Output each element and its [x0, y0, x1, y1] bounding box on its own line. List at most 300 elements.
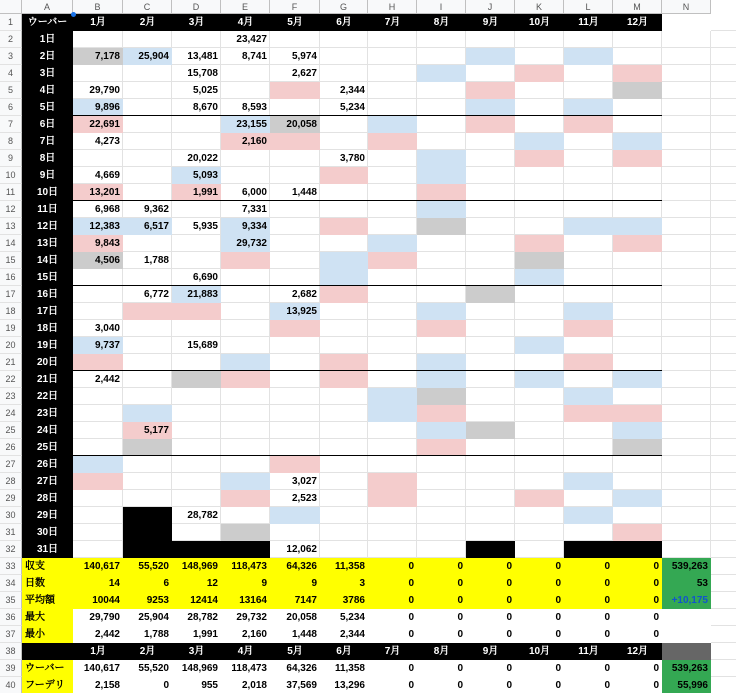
- row-header[interactable]: 4: [0, 65, 22, 82]
- day-cell[interactable]: [172, 303, 221, 320]
- day-cell[interactable]: [368, 48, 417, 65]
- day-cell[interactable]: [123, 82, 172, 99]
- day-cell[interactable]: [417, 82, 466, 99]
- row-header[interactable]: 16: [0, 269, 22, 286]
- day-cell[interactable]: [613, 116, 662, 133]
- summary-cell[interactable]: 7147: [270, 592, 320, 609]
- day-cell[interactable]: 6,772: [143, 288, 169, 300]
- day-cell[interactable]: [564, 133, 613, 150]
- row-header[interactable]: 17: [0, 286, 22, 303]
- day-cell[interactable]: [613, 269, 662, 286]
- summary-cell[interactable]: 0: [564, 626, 613, 643]
- platform-cell[interactable]: 0: [515, 677, 564, 693]
- platform-cell[interactable]: 13,296: [320, 677, 368, 693]
- day-cell[interactable]: [417, 218, 466, 235]
- day-cell[interactable]: [320, 388, 368, 405]
- day-cell[interactable]: 12,062: [286, 543, 317, 555]
- day-cell[interactable]: [564, 82, 613, 99]
- day-cell[interactable]: [417, 320, 466, 337]
- row-header[interactable]: 10: [0, 167, 22, 184]
- summary-cell[interactable]: 3: [320, 575, 368, 592]
- day-cell[interactable]: 4,669: [94, 169, 120, 181]
- day-cell[interactable]: 2,160: [241, 135, 267, 147]
- summary-cell[interactable]: 0: [466, 575, 515, 592]
- day-cell[interactable]: [221, 541, 270, 558]
- day-cell[interactable]: [466, 405, 515, 422]
- summary-cell[interactable]: 140,617: [73, 558, 123, 575]
- row-header[interactable]: 32: [0, 541, 22, 558]
- column-header[interactable]: J: [466, 0, 515, 14]
- summary-cell[interactable]: 0: [368, 575, 417, 592]
- day-cell[interactable]: [466, 235, 515, 252]
- day-cell[interactable]: [123, 31, 172, 48]
- platform-cell[interactable]: 0: [417, 677, 466, 693]
- day-cell[interactable]: [221, 269, 270, 286]
- day-cell[interactable]: [368, 388, 417, 405]
- day-cell[interactable]: [73, 354, 123, 371]
- day-cell[interactable]: [613, 184, 662, 201]
- day-cell[interactable]: [221, 354, 270, 371]
- day-cell[interactable]: [172, 252, 221, 269]
- row-header[interactable]: 22: [0, 371, 22, 388]
- day-cell[interactable]: [515, 354, 564, 371]
- day-cell[interactable]: [466, 82, 515, 99]
- day-cell[interactable]: [320, 252, 368, 269]
- summary-cell[interactable]: 0: [613, 592, 662, 609]
- day-cell[interactable]: [515, 235, 564, 252]
- day-cell[interactable]: [368, 150, 417, 167]
- summary-cell[interactable]: 28,782: [172, 609, 221, 626]
- day-cell[interactable]: [515, 371, 564, 388]
- day-cell[interactable]: [73, 456, 123, 473]
- day-cell[interactable]: [564, 150, 613, 167]
- day-cell[interactable]: [221, 303, 270, 320]
- day-cell[interactable]: [466, 473, 515, 490]
- summary-cell[interactable]: 0: [515, 609, 564, 626]
- day-cell[interactable]: [466, 150, 515, 167]
- day-cell[interactable]: [466, 541, 515, 558]
- day-cell[interactable]: [466, 337, 515, 354]
- day-cell[interactable]: [172, 422, 221, 439]
- day-cell[interactable]: [564, 116, 613, 133]
- summary-cell[interactable]: 53: [662, 575, 711, 592]
- day-cell[interactable]: [466, 456, 515, 473]
- day-cell[interactable]: [466, 320, 515, 337]
- day-cell[interactable]: 6,000: [241, 186, 267, 198]
- day-cell[interactable]: 13,201: [89, 186, 120, 198]
- day-cell[interactable]: [417, 354, 466, 371]
- day-cell[interactable]: 15,708: [187, 67, 218, 79]
- row-header[interactable]: 27: [0, 456, 22, 473]
- day-cell[interactable]: [368, 218, 417, 235]
- platform-cell[interactable]: 0: [466, 677, 515, 693]
- day-cell[interactable]: [564, 269, 613, 286]
- day-cell[interactable]: [417, 48, 466, 65]
- day-cell[interactable]: [466, 65, 515, 82]
- day-cell[interactable]: [123, 473, 172, 490]
- day-cell[interactable]: 6,968: [94, 203, 120, 215]
- day-cell[interactable]: [417, 252, 466, 269]
- column-header[interactable]: D: [172, 0, 221, 14]
- day-cell[interactable]: [320, 320, 368, 337]
- day-cell[interactable]: [466, 422, 515, 439]
- column-header[interactable]: H: [368, 0, 417, 14]
- day-cell[interactable]: [172, 439, 221, 456]
- day-cell[interactable]: [368, 422, 417, 439]
- row-header[interactable]: 24: [0, 405, 22, 422]
- day-cell[interactable]: [515, 524, 564, 541]
- day-cell[interactable]: [221, 337, 270, 354]
- day-cell[interactable]: [417, 473, 466, 490]
- day-cell[interactable]: [515, 133, 564, 150]
- day-cell[interactable]: [417, 456, 466, 473]
- row-header[interactable]: 7: [0, 116, 22, 133]
- day-cell[interactable]: [417, 439, 466, 456]
- summary-cell[interactable]: 9253: [123, 592, 172, 609]
- row-header[interactable]: 18: [0, 303, 22, 320]
- summary-cell[interactable]: 14: [73, 575, 123, 592]
- day-cell[interactable]: [221, 524, 270, 541]
- summary-cell[interactable]: 0: [368, 558, 417, 575]
- day-cell[interactable]: [270, 31, 320, 48]
- day-cell[interactable]: [466, 184, 515, 201]
- day-cell[interactable]: [613, 490, 662, 507]
- day-cell[interactable]: [564, 65, 613, 82]
- row-header[interactable]: 25: [0, 422, 22, 439]
- row-header[interactable]: 36: [0, 609, 22, 626]
- platform-cell[interactable]: 0: [613, 660, 662, 677]
- day-cell[interactable]: [123, 456, 172, 473]
- day-cell[interactable]: [564, 167, 613, 184]
- day-cell[interactable]: 2,442: [94, 373, 120, 385]
- day-cell[interactable]: [270, 133, 320, 150]
- row-header[interactable]: 26: [0, 439, 22, 456]
- day-cell[interactable]: [172, 320, 221, 337]
- platform-cell[interactable]: 140,617: [73, 660, 123, 677]
- day-cell[interactable]: [515, 388, 564, 405]
- day-cell[interactable]: [73, 422, 123, 439]
- day-cell[interactable]: 1,448: [291, 186, 317, 198]
- day-cell[interactable]: [368, 473, 417, 490]
- day-cell[interactable]: [221, 252, 270, 269]
- summary-cell[interactable]: 0: [515, 626, 564, 643]
- day-cell[interactable]: [417, 184, 466, 201]
- day-cell[interactable]: [270, 99, 320, 116]
- day-cell[interactable]: [368, 116, 417, 133]
- day-cell[interactable]: [172, 490, 221, 507]
- summary-cell[interactable]: 539,263: [662, 558, 711, 575]
- row-header[interactable]: 14: [0, 235, 22, 252]
- summary-cell[interactable]: +10,175: [662, 592, 711, 609]
- day-cell[interactable]: [172, 473, 221, 490]
- summary-cell[interactable]: 0: [417, 626, 466, 643]
- day-cell[interactable]: [564, 31, 613, 48]
- day-cell[interactable]: [368, 286, 417, 303]
- day-cell[interactable]: [613, 541, 662, 558]
- summary-cell[interactable]: 0: [417, 575, 466, 592]
- day-cell[interactable]: [368, 524, 417, 541]
- row-header[interactable]: 3: [0, 48, 22, 65]
- summary-cell[interactable]: 0: [417, 592, 466, 609]
- day-cell[interactable]: [172, 201, 221, 218]
- day-cell[interactable]: [123, 439, 172, 456]
- day-cell[interactable]: [172, 116, 221, 133]
- platform-cell[interactable]: 539,263: [662, 660, 711, 677]
- day-cell[interactable]: [515, 31, 564, 48]
- day-cell[interactable]: [417, 286, 466, 303]
- day-cell[interactable]: [123, 337, 172, 354]
- day-cell[interactable]: [73, 388, 123, 405]
- day-cell[interactable]: [613, 303, 662, 320]
- day-cell[interactable]: [123, 235, 172, 252]
- row-header[interactable]: 33: [0, 558, 22, 575]
- platform-cell[interactable]: 0: [515, 660, 564, 677]
- column-header[interactable]: I: [417, 0, 466, 14]
- day-cell[interactable]: [613, 150, 662, 167]
- column-header[interactable]: A: [22, 0, 73, 14]
- summary-cell[interactable]: 3786: [320, 592, 368, 609]
- day-cell[interactable]: [368, 235, 417, 252]
- summary-cell[interactable]: 2,160: [221, 626, 270, 643]
- day-cell[interactable]: [368, 184, 417, 201]
- summary-cell[interactable]: 0: [564, 592, 613, 609]
- day-cell[interactable]: [221, 150, 270, 167]
- summary-cell[interactable]: 29,732: [221, 609, 270, 626]
- day-cell[interactable]: [613, 252, 662, 269]
- day-cell[interactable]: [417, 303, 466, 320]
- platform-cell[interactable]: 148,969: [172, 660, 221, 677]
- day-cell[interactable]: [417, 167, 466, 184]
- day-cell[interactable]: [466, 303, 515, 320]
- summary-cell[interactable]: 1,991: [172, 626, 221, 643]
- row-header[interactable]: 13: [0, 218, 22, 235]
- summary-cell[interactable]: 0: [515, 575, 564, 592]
- day-cell[interactable]: [564, 201, 613, 218]
- day-cell[interactable]: [320, 31, 368, 48]
- day-cell[interactable]: 3,040: [94, 322, 120, 334]
- day-cell[interactable]: [270, 201, 320, 218]
- day-cell[interactable]: 2,682: [291, 288, 317, 300]
- day-cell[interactable]: [417, 201, 466, 218]
- day-cell[interactable]: [564, 422, 613, 439]
- day-cell[interactable]: [417, 133, 466, 150]
- day-cell[interactable]: 2,627: [291, 67, 317, 79]
- day-cell[interactable]: [221, 439, 270, 456]
- day-cell[interactable]: [417, 541, 466, 558]
- row-header[interactable]: 37: [0, 626, 22, 643]
- day-cell[interactable]: [320, 337, 368, 354]
- day-cell[interactable]: [368, 405, 417, 422]
- row-header[interactable]: 21: [0, 354, 22, 371]
- column-header[interactable]: F: [270, 0, 320, 14]
- day-cell[interactable]: [270, 456, 320, 473]
- day-cell[interactable]: [613, 422, 662, 439]
- day-cell[interactable]: [123, 116, 172, 133]
- summary-cell[interactable]: 0: [417, 609, 466, 626]
- day-cell[interactable]: [564, 405, 613, 422]
- day-cell[interactable]: [320, 65, 368, 82]
- day-cell[interactable]: [417, 116, 466, 133]
- day-cell[interactable]: 20,058: [286, 118, 317, 130]
- day-cell[interactable]: [466, 218, 515, 235]
- day-cell[interactable]: [515, 303, 564, 320]
- day-cell[interactable]: [221, 286, 270, 303]
- day-cell[interactable]: 29,732: [236, 237, 267, 249]
- summary-cell[interactable]: 9: [270, 575, 320, 592]
- day-cell[interactable]: [73, 473, 123, 490]
- summary-cell[interactable]: 1,448: [270, 626, 320, 643]
- day-cell[interactable]: [320, 269, 368, 286]
- day-cell[interactable]: 1,991: [192, 186, 218, 198]
- day-cell[interactable]: [368, 507, 417, 524]
- day-cell[interactable]: [515, 456, 564, 473]
- day-cell[interactable]: 8,741: [241, 50, 267, 62]
- day-cell[interactable]: [123, 269, 172, 286]
- day-cell[interactable]: [368, 320, 417, 337]
- day-cell[interactable]: 5,234: [339, 101, 365, 113]
- row-header[interactable]: 1: [0, 14, 22, 31]
- day-cell[interactable]: [515, 286, 564, 303]
- day-cell[interactable]: [564, 252, 613, 269]
- platform-cell[interactable]: 0: [564, 677, 613, 693]
- day-cell[interactable]: [466, 116, 515, 133]
- day-cell[interactable]: [613, 48, 662, 65]
- day-cell[interactable]: [172, 235, 221, 252]
- day-cell[interactable]: [320, 286, 368, 303]
- day-cell[interactable]: [221, 456, 270, 473]
- day-cell[interactable]: [73, 150, 123, 167]
- day-cell[interactable]: 28,782: [187, 509, 218, 521]
- day-cell[interactable]: [73, 286, 123, 303]
- day-cell[interactable]: 8,670: [192, 101, 218, 113]
- row-header[interactable]: 11: [0, 184, 22, 201]
- platform-cell[interactable]: 55,520: [123, 660, 172, 677]
- day-cell[interactable]: [466, 286, 515, 303]
- day-cell[interactable]: [368, 167, 417, 184]
- day-cell[interactable]: [320, 473, 368, 490]
- summary-cell[interactable]: 1,788: [123, 626, 172, 643]
- summary-cell[interactable]: 6: [123, 575, 172, 592]
- row-header[interactable]: 31: [0, 524, 22, 541]
- day-cell[interactable]: [368, 82, 417, 99]
- day-cell[interactable]: [73, 269, 123, 286]
- summary-cell[interactable]: 10044: [73, 592, 123, 609]
- day-cell[interactable]: 6,690: [192, 271, 218, 283]
- summary-cell[interactable]: [662, 626, 711, 643]
- day-cell[interactable]: [564, 541, 613, 558]
- day-cell[interactable]: 8,593: [241, 101, 267, 113]
- day-cell[interactable]: [123, 371, 172, 388]
- day-cell[interactable]: [270, 150, 320, 167]
- platform-cell[interactable]: 0: [368, 660, 417, 677]
- day-cell[interactable]: [368, 490, 417, 507]
- day-cell[interactable]: [123, 405, 172, 422]
- day-cell[interactable]: [123, 150, 172, 167]
- day-cell[interactable]: [73, 303, 123, 320]
- day-cell[interactable]: [515, 116, 564, 133]
- day-cell[interactable]: [172, 405, 221, 422]
- day-cell[interactable]: [417, 507, 466, 524]
- column-header[interactable]: L: [564, 0, 613, 14]
- day-cell[interactable]: [221, 320, 270, 337]
- day-cell[interactable]: [417, 31, 466, 48]
- platform-cell[interactable]: 0: [417, 660, 466, 677]
- day-cell[interactable]: [466, 388, 515, 405]
- day-cell[interactable]: [320, 405, 368, 422]
- day-cell[interactable]: [515, 320, 564, 337]
- day-cell[interactable]: [613, 524, 662, 541]
- day-cell[interactable]: 5,935: [192, 220, 218, 232]
- day-cell[interactable]: [466, 269, 515, 286]
- day-cell[interactable]: [368, 337, 417, 354]
- day-cell[interactable]: [466, 490, 515, 507]
- day-cell[interactable]: [123, 167, 172, 184]
- day-cell[interactable]: [564, 235, 613, 252]
- summary-cell[interactable]: 0: [466, 609, 515, 626]
- summary-cell[interactable]: 5,234: [320, 609, 368, 626]
- day-cell[interactable]: [515, 473, 564, 490]
- day-cell[interactable]: [368, 65, 417, 82]
- day-cell[interactable]: [270, 269, 320, 286]
- day-cell[interactable]: [172, 388, 221, 405]
- summary-cell[interactable]: 0: [368, 592, 417, 609]
- day-cell[interactable]: [417, 524, 466, 541]
- day-cell[interactable]: [270, 320, 320, 337]
- day-cell[interactable]: [417, 388, 466, 405]
- day-cell[interactable]: 4,506: [94, 254, 120, 266]
- day-cell[interactable]: [515, 439, 564, 456]
- platform-cell[interactable]: 955: [172, 677, 221, 693]
- day-cell[interactable]: [172, 371, 221, 388]
- day-cell[interactable]: [515, 218, 564, 235]
- day-cell[interactable]: 13,481: [187, 50, 218, 62]
- summary-cell[interactable]: 0: [466, 558, 515, 575]
- day-cell[interactable]: [564, 337, 613, 354]
- day-cell[interactable]: [123, 133, 172, 150]
- day-cell[interactable]: [417, 405, 466, 422]
- day-cell[interactable]: [368, 439, 417, 456]
- day-cell[interactable]: [417, 337, 466, 354]
- day-cell[interactable]: [417, 371, 466, 388]
- day-cell[interactable]: [270, 371, 320, 388]
- day-cell[interactable]: [73, 541, 123, 558]
- summary-cell[interactable]: 11,358: [320, 558, 368, 575]
- day-cell[interactable]: [515, 201, 564, 218]
- day-cell[interactable]: [613, 167, 662, 184]
- row-header[interactable]: 6: [0, 99, 22, 116]
- day-cell[interactable]: [368, 252, 417, 269]
- day-cell[interactable]: [368, 354, 417, 371]
- day-cell[interactable]: [368, 99, 417, 116]
- summary-cell[interactable]: 0: [368, 609, 417, 626]
- day-cell[interactable]: [466, 507, 515, 524]
- day-cell[interactable]: [613, 473, 662, 490]
- day-cell[interactable]: [221, 371, 270, 388]
- day-cell[interactable]: [417, 150, 466, 167]
- day-cell[interactable]: [564, 99, 613, 116]
- day-cell[interactable]: [613, 133, 662, 150]
- row-header[interactable]: 38: [0, 643, 22, 660]
- day-cell[interactable]: [270, 354, 320, 371]
- day-cell[interactable]: 5,974: [291, 50, 317, 62]
- day-cell[interactable]: 2,344: [339, 84, 365, 96]
- day-cell[interactable]: [368, 31, 417, 48]
- day-cell[interactable]: 6,517: [143, 220, 169, 232]
- day-cell[interactable]: [564, 490, 613, 507]
- day-cell[interactable]: [515, 269, 564, 286]
- day-cell[interactable]: 9,737: [94, 339, 120, 351]
- day-cell[interactable]: 5,177: [143, 424, 169, 436]
